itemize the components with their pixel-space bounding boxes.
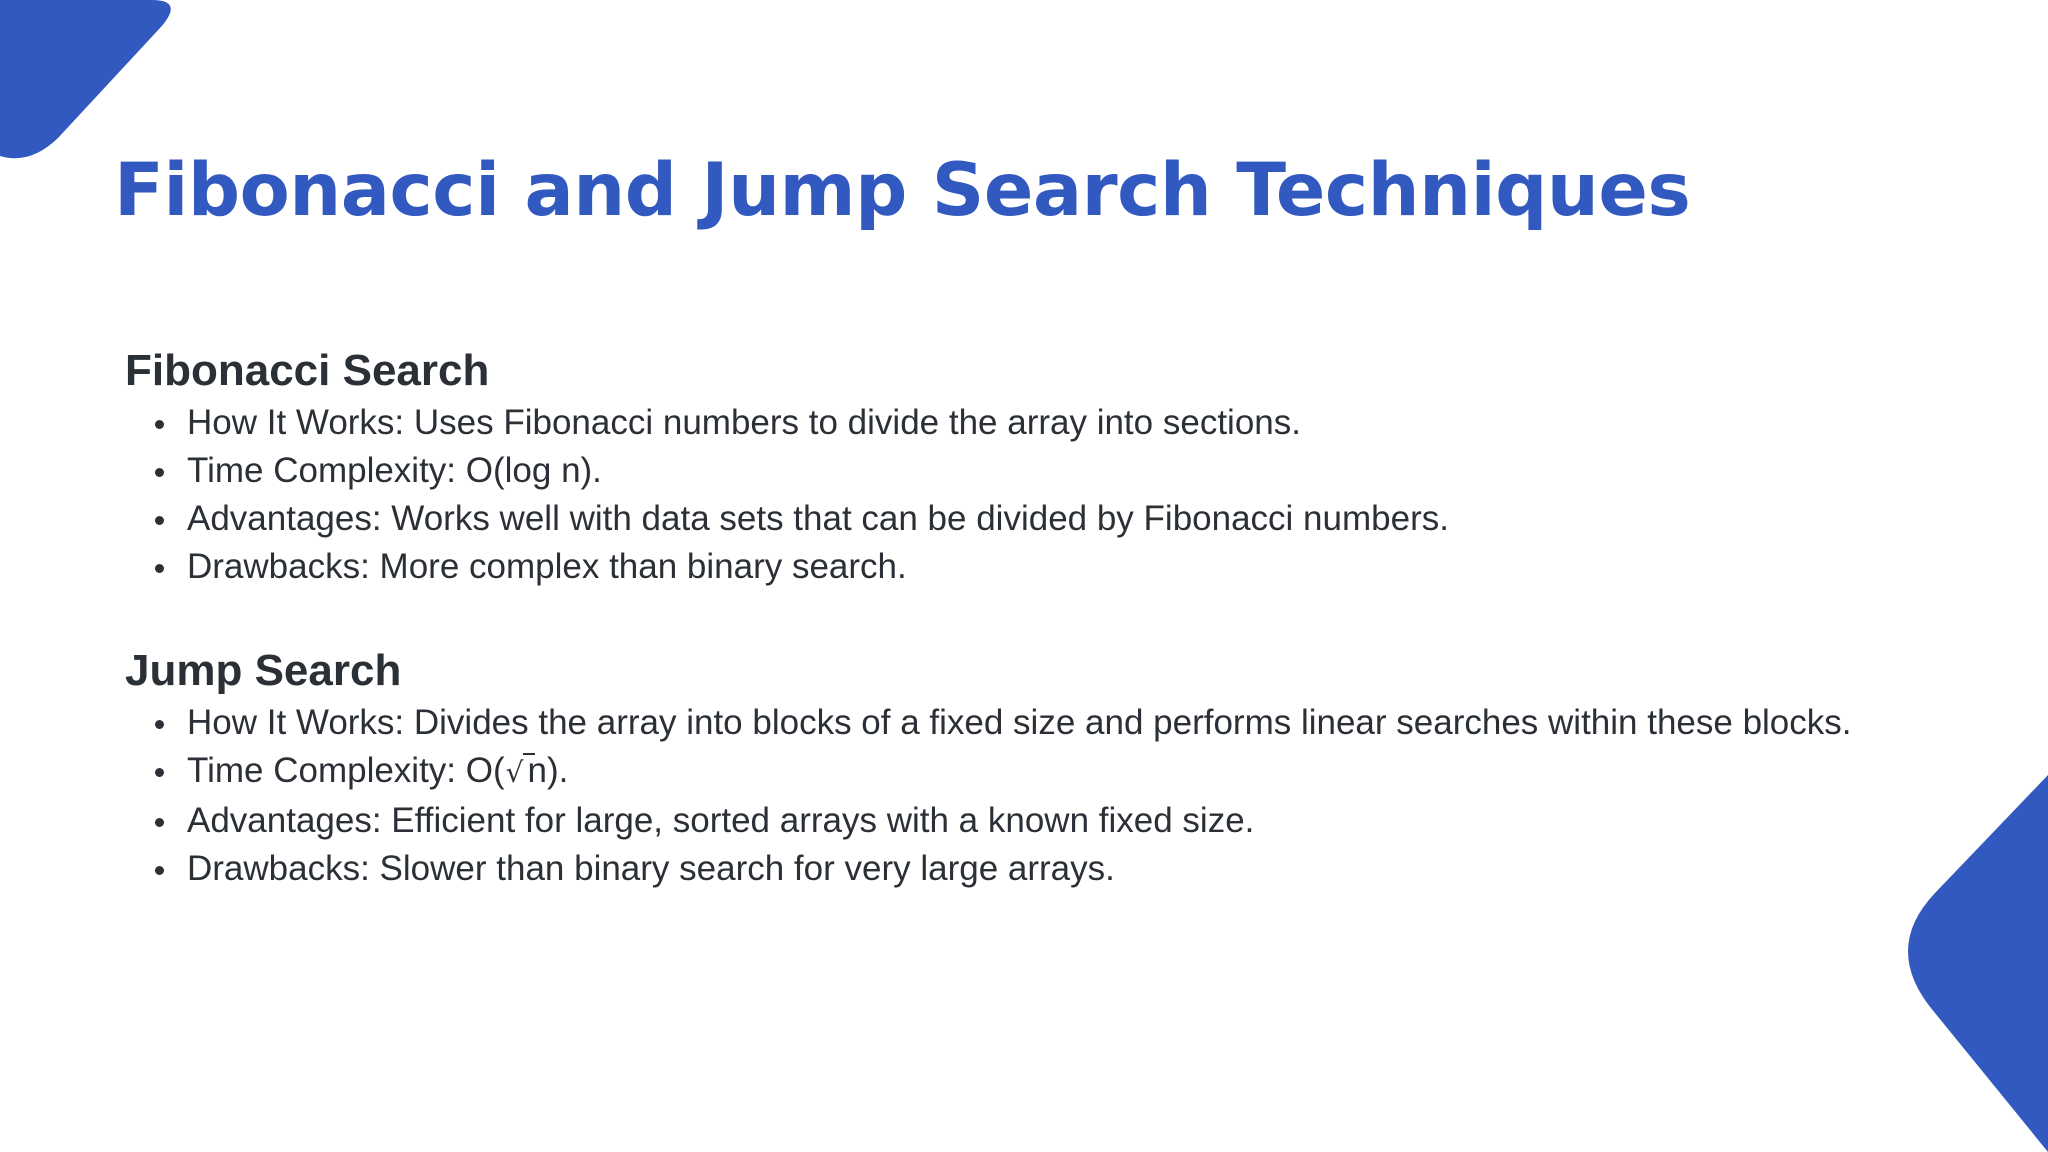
- corner-decoration-top-left: [0, 0, 175, 160]
- section-jump-search: [125, 643, 1905, 893]
- fibonacci-bullet-list: [125, 399, 1905, 591]
- bullet-item: [125, 399, 1905, 447]
- bullet-text-suffix: n).: [527, 751, 569, 790]
- jump-bullet-list: [125, 699, 1905, 893]
- bullet-text-prefix: Time Complexity: O(: [187, 751, 505, 790]
- section-fibonacci-search: [125, 343, 1905, 591]
- bullet-dot-icon: [155, 420, 164, 429]
- bullet-text: Drawbacks: Slower than binary search for very large arrays.: [187, 849, 1115, 888]
- slide-title: Fibonacci and Jump Search Techniques: [114, 148, 1691, 233]
- bullet-item: [125, 747, 1905, 797]
- bullet-dot-icon: [155, 720, 164, 729]
- bullet-text: Drawbacks: More complex than binary search.: [187, 547, 907, 586]
- corner-decoration-bottom-right: [1895, 775, 2048, 1152]
- bullet-text: Time Complexity: O(log n).: [187, 451, 602, 490]
- section-heading-fibonacci: Fibonacci Search: [125, 346, 490, 395]
- corner-shape-top-left: [0, 0, 171, 158]
- bullet-dot-icon: [155, 866, 164, 875]
- bullet-item: [125, 447, 1905, 495]
- square-root-symbol: √: [506, 749, 524, 797]
- bullet-item: [125, 845, 1905, 893]
- bullet-dot-icon: [155, 768, 164, 777]
- bullet-text: Advantages: Efficient for large, sorted arrays with a known fixed size.: [187, 801, 1255, 840]
- bullet-item: [125, 543, 1905, 591]
- bullet-dot-icon: [155, 564, 164, 573]
- bullet-item: [125, 495, 1905, 543]
- corner-shape-bottom-right: [1908, 775, 2048, 1152]
- bullet-text: Advantages: Works well with data sets that can be divided by Fibonacci numbers.: [187, 499, 1449, 538]
- section-heading-jump: Jump Search: [125, 646, 402, 695]
- bullet-item: [125, 699, 1905, 747]
- bullet-text: How It Works: Uses Fibonacci numbers to divide the array into sections.: [187, 403, 1301, 442]
- bullet-dot-icon: [155, 818, 164, 827]
- bullet-dot-icon: [155, 468, 164, 477]
- bullet-item: [125, 797, 1905, 845]
- bullet-text: How It Works: Divides the array into blocks of a fixed size and performs linear searches within these blocks.: [187, 703, 1852, 742]
- bullet-dot-icon: [155, 516, 164, 525]
